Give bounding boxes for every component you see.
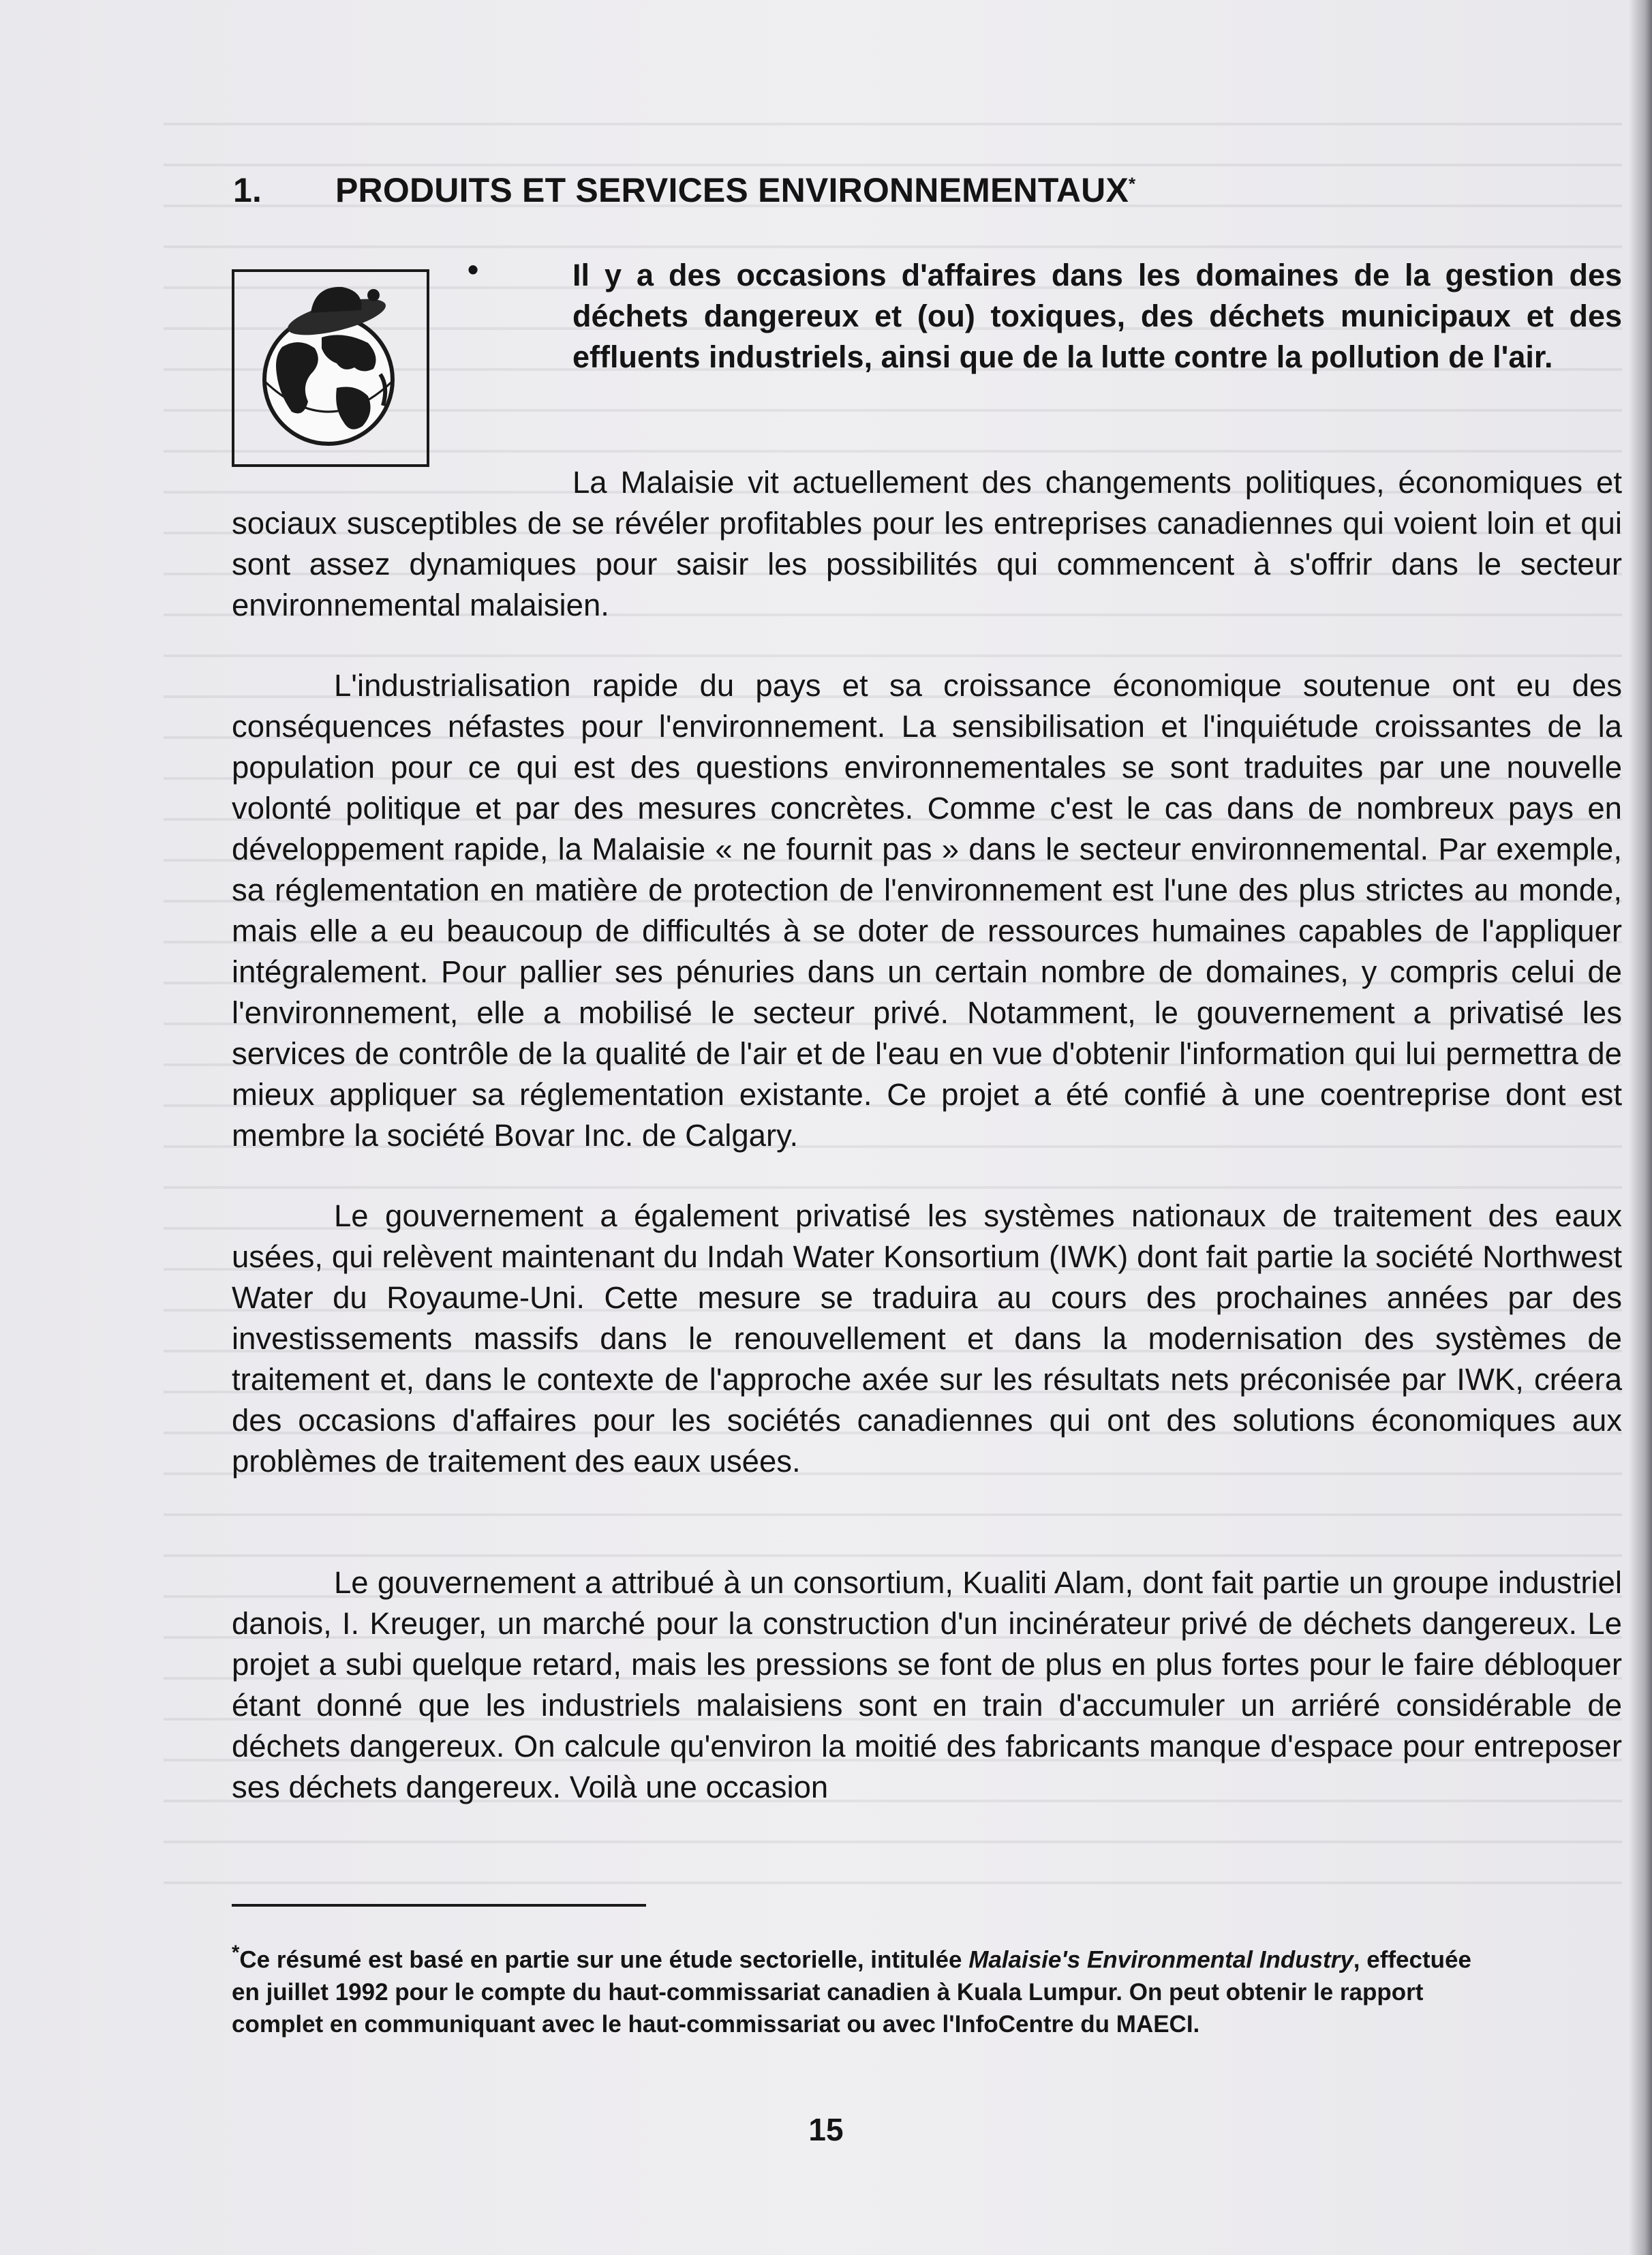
body-text [232, 462, 1622, 1808]
section-number: 1. [233, 171, 262, 209]
page-number: 15 [808, 2112, 844, 2147]
footnote-marker: * [232, 1942, 240, 1964]
globe-with-hat-icon [232, 269, 429, 467]
key-point-text: Il y a des occasions d'affaires dans les domaines de la gestion des déchets dangereux et (ou) toxiques, des déchets municipaux et des effluents industriels, ainsi que de la lutte contre la pollution de l'air. [572, 258, 1622, 374]
section-title: PRODUITS ET SERVICES ENVIRONNEMENTAUX [335, 171, 1129, 209]
paragraph: Le gouvernement a attribué à un consortium, Kualiti Alam, dont fait partie un groupe industriel danois, I. Kreuger, un marché pour la construction d'un incinérateur privé de déchets dangereux. Le projet a subi quelque retard, mais les pressions se font de plus en plus fortes pour le faire débloquer étant donné que les industriels malaisiens sont en train d'accumuler un arriéré considérable de déchets dangereux. On calcule qu'environ la moitié des fabricants manque d'espace pour entreposer ses déchets dangereux. Voilà une occasion [232, 1565, 1622, 1804]
paragraph: Le gouvernement a également privatisé les systèmes nationaux de traitement des eaux usées, qui relèvent maintenant du Indah Water Konsortium (IWK) dont fait partie la société Northwest Water du Royaume-Uni. Cette mesure se traduira au cours des prochaines années par des investissements massifs dans le renouvellement et dans la modernisation des systèmes de traitement et, dans le contexte de l'approche axée sur les résultats nets préconisée par IWK, créera des occasions d'affaires pour les sociétés canadiennes qui ont des solutions économiques aux problèmes de traitement des eaux usées. [232, 1198, 1622, 1479]
section-heading [233, 170, 1135, 210]
globe-illustration [234, 272, 427, 464]
footnote [232, 1937, 1499, 2040]
study-title: Malaisie's Environmental Industry [968, 1946, 1353, 1973]
footnote-marker: * [1129, 173, 1136, 194]
bullet-symbol: • [468, 252, 479, 287]
paragraph: La Malaisie vit actuellement des changements politiques, économiques et sociaux susceptibles de se révéler profitables pour les entreprises canadiennes qui voient loin et qui sont assez dynamiques pour saisir les possibilités qui commencent à s'offrir dans le secteur environnemental malaisien. [232, 465, 1622, 622]
footnote-separator [232, 1904, 646, 1907]
footnote-text-end: , effectuée en juillet 1992 pour le compte du haut-commissariat canadien à Kuala Lumpur. On peut obtenir le rapport complet en communiquant avec le haut-commissariat ou avec l'InfoCentre du MAECI. [232, 1946, 1471, 2038]
paragraph: L'industrialisation rapide du pays et sa croissance économique soutenue ont eu des conséquences néfastes pour l'environnement. La sensibilisation et l'inquiétude croissantes de la population pour ce qui est des questions environnementales se sont traduites par une nouvelle volonté politique et par des mesures concrètes. Comme c'est le cas dans de nombreux pays en développement rapide, la Malaisie « ne fournit pas » dans le secteur environnemental. Par exemple, sa réglementation en matière de protection de l'environnement est l'une des plus strictes au monde, mais elle a eu beaucoup de difficultés à se doter de ressources humaines capables de l'appliquer intégralement. Pour pallier ses pénuries dans un certain nombre de domaines, y compris celui de l'environnement, elle a mobilisé le secteur privé. Notamment, le gouvernement a privatisé les services de contrôle de la qualité de l'air et de l'eau en vue d'obtenir l'information qui lui permettra de mieux appliquer sa réglementation existante. Ce projet a été confié à une coentreprise dont est membre la société Bovar Inc. de Calgary. [232, 668, 1622, 1153]
footnote-text-start: Ce résumé est basé en partie sur une étude sectorielle, intitulée [239, 1946, 969, 1973]
page-edge-shadow [1629, 0, 1652, 2255]
